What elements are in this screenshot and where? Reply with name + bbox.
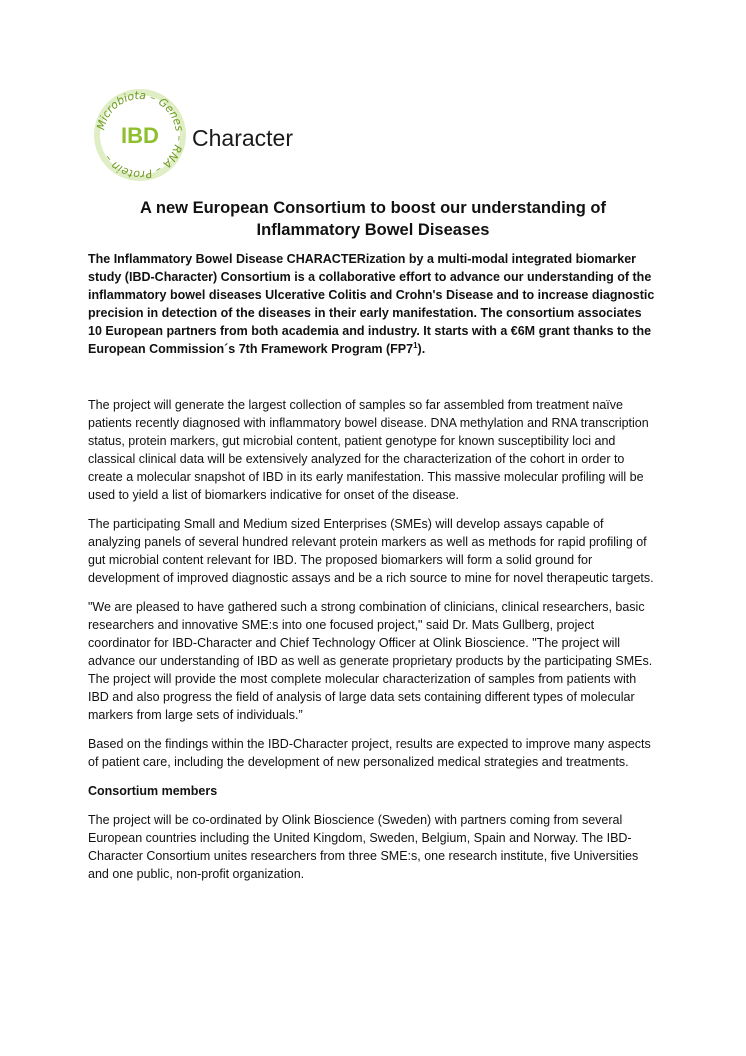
ring-word-genes: Genes [155, 95, 186, 133]
lead-text: The Inflammatory Bowel Disease CHARACTERization by a multi-modal integrated biomarker study (IBD-Character) Consortium is a collaborative effort to advance our understanding of the inflammatory bowel diseases Ulcerative Colitis and Crohn's Disease and to increase diagnostic precision in detection of the diseases in their early manifestation. The consortium associates 10 European partners from both academia and industry. It starts with a €6M grant thanks to the European Commission´s 7th Framework Program (FP7 [88, 252, 655, 356]
logo-wordmark: Character [192, 125, 293, 151]
lead-paragraph [88, 250, 658, 358]
body-paragraph-samples: The project will generate the largest collection of samples so far assembled from treatment naïve patients recently diagnosed with inflammatory bowel disease. DNA methylation and RNA transcription status, protein markers, gut microbial content, patient genotype for known susceptibility loci and classical clinical data will be extensively analyzed for the characterization of the cohort in order to create a molecular snapshot of IBD in its early manifestation. This massive molecular profiling will be used to yield a list of biomarkers indicative for onset of the disease. [88, 398, 649, 502]
body-paragraph-outcomes: Based on the findings within the IBD-Character project, results are expected to improve many aspects of patient care, including the development of new personalized medical strategies and treatments. [88, 737, 651, 769]
ring-separator: – [172, 134, 187, 142]
footnote-reference[interactable]: 1 [413, 340, 418, 350]
ring-word-microbiota: Microbiota [94, 88, 147, 132]
body-paragraph-consortium: The project will be co-ordinated by Olink Bioscience (Sweden) with partners coming from several European countries including the United Kingdom, Sweden, Belgium, Spain and Norway. The IBD-Character Consortium unites researchers from three SME:s, one research institute, five Universities and one public, non-profit organization. [88, 813, 639, 881]
ring-word-protein: Protein [108, 158, 154, 182]
ring-separator: – [148, 90, 158, 105]
title-line-1: A new European Consortium to boost our understanding of [140, 199, 606, 217]
ring-separator: – [153, 162, 165, 177]
logo-acronym: IBD [121, 123, 159, 148]
title-line-2: Inflammatory Bowel Diseases [256, 221, 490, 239]
article-body [88, 396, 658, 894]
ring-separator: – [101, 152, 115, 165]
lead-tail: ). [417, 342, 426, 356]
ibd-character-logo [90, 85, 310, 185]
body-paragraph-quote: "We are pleased to have gathered such a strong combination of clinicians, clinical researchers, basic researchers and innovative SME:s into one focused project," said Dr. Mats Gullberg, project coordinator for IBD-Character and Chief Technology Officer at Olink Bioscience. "The project will advance our understanding of IBD as well as generate proprietary products by the participating SMEs. The project will provide the most complete molecular characterization of samples from patients with IBD and also progress the field of analysis of large data sets containing different types of molecular markers from large sets of individuals.” [88, 600, 653, 722]
page-title [88, 197, 658, 241]
body-paragraph-smes: The participating Small and Medium sized Enterprises (SMEs) will develop assays capable of analyzing panels of several hundred relevant protein markers as well as methods for rapid profiling of gut microbial content relevant for IBD. The proposed biomarkers will form a solid ground for development of improved diagnostic assays and be a rich source to mine for novel therapeutic targets. [88, 517, 654, 585]
logo-ring-graphic [90, 85, 190, 185]
section-heading-consortium: Consortium members [88, 784, 218, 798]
ring-word-rna: RNA [160, 143, 185, 171]
